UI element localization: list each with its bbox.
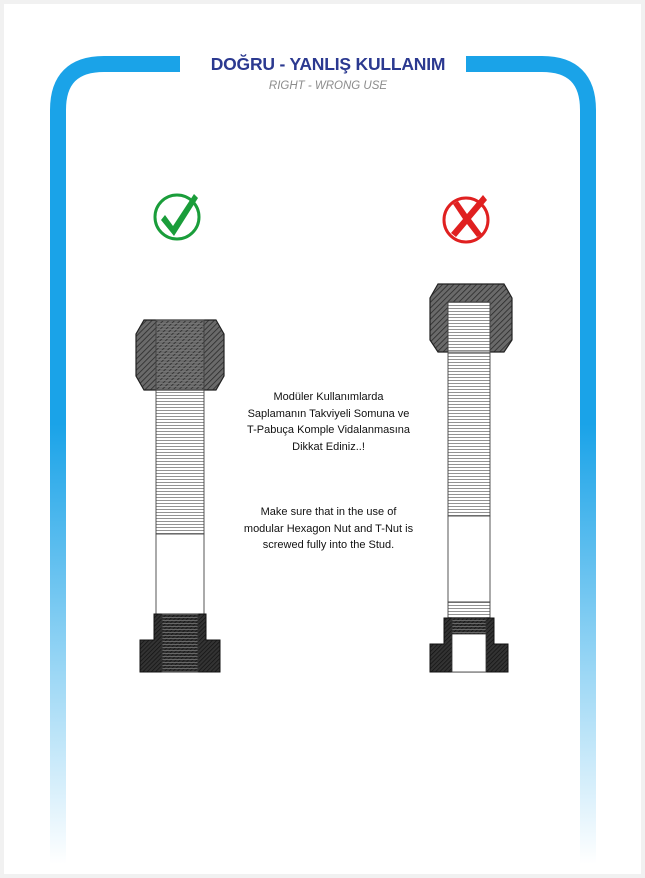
- instruction-tr-line: Modüler Kullanımlarda: [273, 391, 384, 403]
- instruction-en: [216, 504, 441, 554]
- instruction-tr-line: Saplamanın Takviyeli Somuna ve: [247, 407, 410, 420]
- instruction-tr: [216, 389, 441, 455]
- page: [4, 4, 641, 874]
- instruction-en-line: screwed fully into the Stud.: [262, 539, 395, 551]
- instruction-tr-line: Dikkat Ediniz..!: [292, 440, 365, 453]
- instruction-en-line: Make sure that in the use of: [260, 506, 397, 518]
- correct-assembly-diagram: [136, 320, 224, 672]
- instruction-tr-line: T-Pabuça Komple Vidalanmasına: [246, 424, 411, 436]
- page-title: DOĞRU - YANLIŞ KULLANIM: [210, 54, 446, 74]
- instruction-en-line: modular Hexagon Nut and T-Nut is: [243, 522, 414, 535]
- wrong-assembly-diagram: [430, 284, 512, 672]
- page-subtitle: RIGHT - WRONG USE: [268, 80, 388, 92]
